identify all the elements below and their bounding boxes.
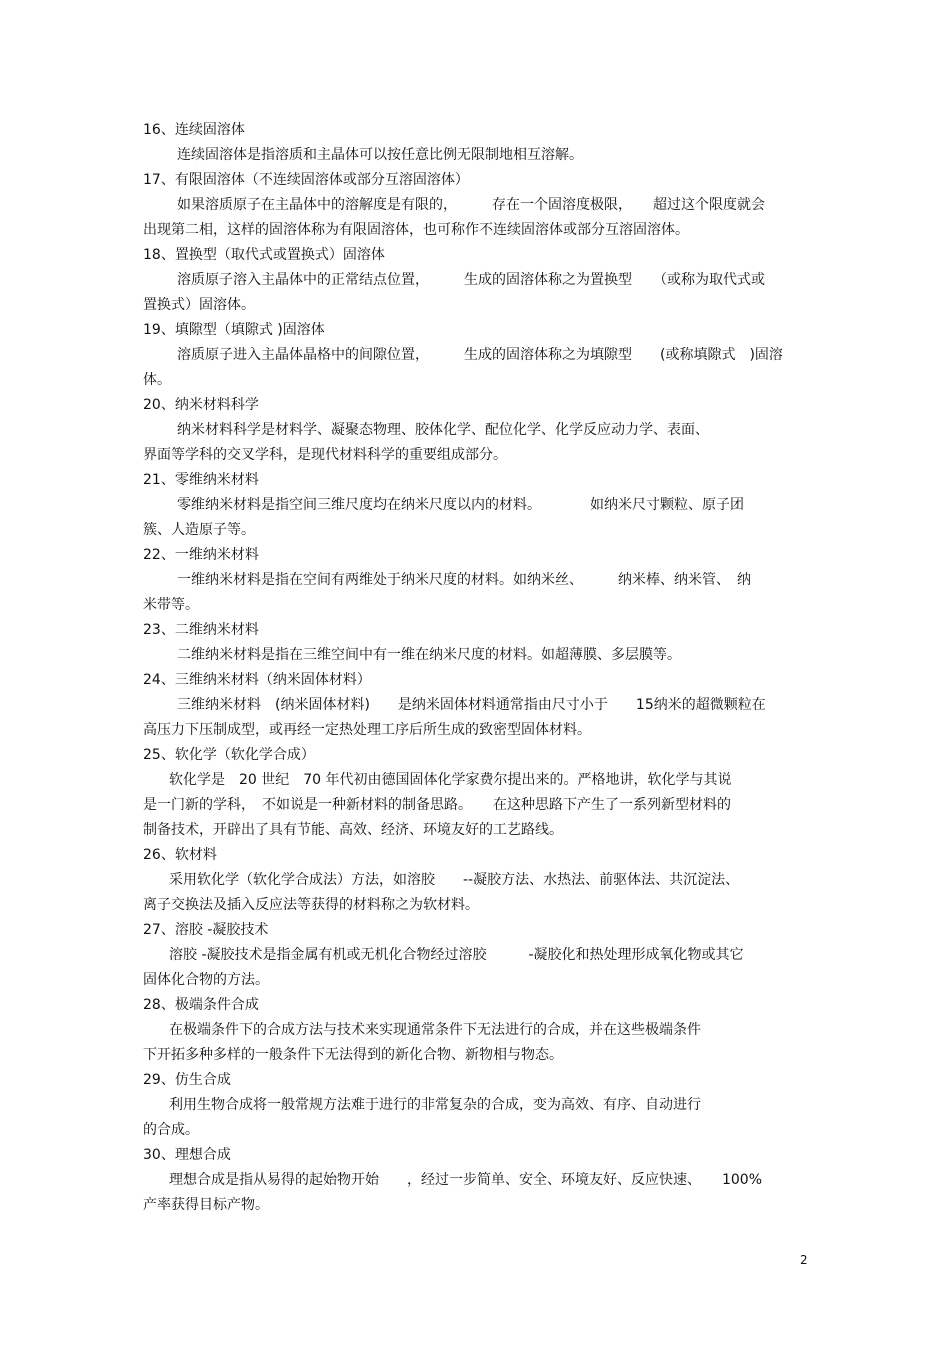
definition-entry-23 — [143, 618, 823, 668]
entry-line: 产率获得目标产物。 — [143, 1197, 269, 1213]
entry-title: 24、三维纳米材料（纳米固体材料） — [143, 672, 371, 688]
definition-entry-30 — [143, 1143, 823, 1218]
definition-entry-27 — [143, 918, 823, 993]
entry-line: 固体化合物的方法。 — [143, 972, 269, 988]
entry-line: 二维纳米材料是指在三维空间中有一维在纳米尺度的材料。如超薄膜、多层膜等。 — [177, 647, 681, 663]
entry-line: 制备技术，开辟出了具有节能、高效、经济、环境友好的工艺路线。 — [143, 822, 563, 838]
entry-line: 下开拓多种多样的一般条件下无法得到的新化合物、新物相与物态。 — [143, 1047, 563, 1063]
entry-line: 溶胶 -凝胶技术是指金属有机或无机化合物经过溶胶 -凝胶化和热处理形成氧化物或其它 — [169, 947, 744, 963]
definition-entry-16 — [143, 118, 823, 168]
entry-line: 如果溶质原子在主晶体中的溶解度是有限的， 存在一个固溶度极限， 超过这个限度就会 — [177, 197, 765, 213]
definition-entry-25 — [143, 743, 823, 843]
entry-line: 纳米材料科学是材料学、凝聚态物理、胶体化学、配位化学、化学反应动力学、表面、 — [177, 422, 709, 438]
entry-line: 连续固溶体是指溶质和主晶体可以按任意比例无限制地相互溶解。 — [177, 147, 583, 163]
entry-title: 17、有限固溶体（不连续固溶体或部分互溶固溶体） — [143, 172, 469, 188]
entry-line: 理想合成是指从易得的起始物开始 ，经过一步简单、安全、环境友好、反应快速、 100% — [169, 1172, 763, 1188]
entry-line: 溶质原子进入主晶体晶格中的间隙位置， 生成的固溶体称之为填隙型 (或称填隙式 )固溶 — [177, 347, 783, 363]
entry-line: 离子交换法及插入反应法等获得的材料称之为软材料。 — [143, 897, 479, 913]
definition-entry-19 — [143, 318, 823, 393]
definition-entry-28 — [143, 993, 823, 1068]
entry-line: 置换式）固溶体。 — [143, 297, 255, 313]
entry-line: 在极端条件下的合成方法与技术来实现通常条件下无法进行的合成，并在这些极端条件 — [169, 1022, 701, 1038]
entry-title: 30、理想合成 — [143, 1147, 231, 1163]
entry-line: 零维纳米材料是指空间三维尺度均在纳米尺度以内的材料。 如纳米尺寸颗粒、原子团 — [177, 497, 744, 513]
entry-line: 溶质原子溶入主晶体中的正常结点位置， 生成的固溶体称之为置换型 （或称为取代式或 — [177, 272, 765, 288]
entry-line: 的合成。 — [143, 1122, 199, 1138]
entry-line: 高压力下压制成型，或再经一定热处理工序后所生成的致密型固体材料。 — [143, 722, 591, 738]
entry-title: 29、仿生合成 — [143, 1072, 231, 1088]
entry-line: 利用生物合成将一般常规方法难于进行的非常复杂的合成，变为高效、有序、自动进行 — [169, 1097, 701, 1113]
entry-title: 23、二维纳米材料 — [143, 622, 259, 638]
definition-entry-18 — [143, 243, 823, 318]
entry-line: 米带等。 — [143, 597, 199, 613]
entry-title: 16、连续固溶体 — [143, 122, 245, 138]
definition-entry-20 — [143, 393, 823, 468]
definition-entry-24 — [143, 668, 823, 743]
entry-line: 是一门新的学科， 不如说是一种新材料的制备思路。 在这种思路下产生了一系列新型材料的 — [143, 797, 731, 813]
entry-line: 簇、人造原子等。 — [143, 522, 255, 538]
definition-entry-21 — [143, 468, 823, 543]
entry-line: 软化学是 20 世纪 70 年代初由德国固体化学家费尔提出来的。严格地讲，软化学与其说 — [169, 772, 732, 788]
definition-entry-22 — [143, 543, 823, 618]
entry-line: 体。 — [143, 372, 171, 388]
entry-title: 25、软化学（软化学合成） — [143, 747, 315, 763]
entry-line: 界面等学科的交叉学科，是现代材料科学的重要组成部分。 — [143, 447, 507, 463]
entry-line: 一维纳米材料是指在空间有两维处于纳米尺度的材料。如纳米丝、 纳米棒、纳米管、 纳 — [177, 572, 751, 588]
entry-line: 三维纳米材料 (纳米固体材料) 是纳米固体材料通常指由尺寸小于 15纳米的超微颗粒在 — [177, 697, 766, 713]
entry-title: 26、软材料 — [143, 847, 217, 863]
entry-title: 28、极端条件合成 — [143, 997, 259, 1013]
entry-title: 22、一维纳米材料 — [143, 547, 259, 563]
definition-entry-26 — [143, 843, 823, 918]
entry-title: 18、置换型（取代式或置换式）固溶体 — [143, 247, 385, 263]
definition-entry-29 — [143, 1068, 823, 1143]
definition-entry-17 — [143, 168, 823, 243]
entry-title: 21、零维纳米材料 — [143, 472, 259, 488]
page-number: 2 — [800, 1253, 808, 1267]
entry-line: 采用软化学（软化学合成法）方法，如溶胶 --凝胶方法、水热法、前驱体法、共沉淀法、 — [169, 872, 740, 888]
entry-title: 19、填隙型（填隙式 )固溶体 — [143, 322, 325, 338]
entry-line: 出现第二相，这样的固溶体称为有限固溶体，也可称作不连续固溶体或部分互溶固溶体。 — [143, 222, 689, 238]
entry-title: 20、纳米材料科学 — [143, 397, 259, 413]
entry-title: 27、溶胶 -凝胶技术 — [143, 922, 269, 938]
